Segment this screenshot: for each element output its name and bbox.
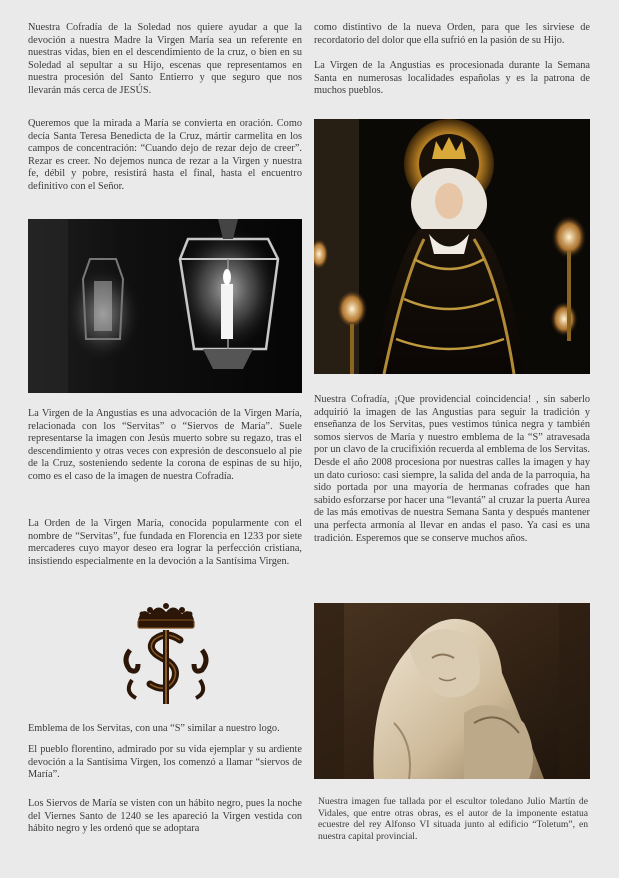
left-paragraph-4: La Orden de la Virgen María, conocida popularmente con el nombre de “Servitas”, fue fundada en Florencia en 1233 por siete mercaderes cuyo mayor deseo era lograr la perfección cristiana, insistiendo especialmente en la devoción a la Santísima Virgen. — [28, 518, 302, 567]
left-paragraph-5: El pueblo florentino, admirado por su vida ejemplar y su ardiente devoción a la Santísima Virgen, los comenzó a llamar “siervos de María”. — [28, 744, 302, 781]
left-paragraph-2: Queremos que la mirada a María se convierta en oración. Como decía Santa Teresa Benedicta de la Cruz, mártir carmelita en los campos de concentración: “Cuando dejo de rezar dejo de creer”. Rezar es creer. No dejemos nunca de rezar a la Virgen y nuestra fe, débil y pobre, resistirá hasta el final, hasta el encuentro definitivo con el Señor. — [28, 118, 302, 192]
virgin-angustias-illustration — [314, 119, 590, 374]
right-paragraph-3: Nuestra Cofradía, ¡Que providencial coincidencia! , sin saberlo adquirió la imagen de las Angustias para seguir la tradición y enseñanza de los Servitas, pues vestimos túnica negra y también somos siervos de María y nuestro emblema de la “S” atravesada por un clavo de la crucifixión recuerda al emblema de los Servitas. Desde el año 2008 procesiona por nuestras calles la imagen y hay un dato curioso: casi siempre, la salida del anda de la parroquia, ha sido portada por una mayoría de hermanas cofrades que han sabido esforzarse por hacer una “levantá” al cruzar la puerta Aurea de las más emotivas de nuestra Semana Santa y después mantener una perfecta armonía al llevar en andas el paso. Ya casi es una tradición. Esperemos que se conserve muchos años. — [314, 394, 590, 544]
left-paragraph-6: Los Siervos de María se visten con un hábito negro, pues la noche del Viernes Santo de 1240 se les apareció la Virgen vestida con hábito negro y les ordenó que se adoptara — [28, 798, 302, 835]
lanterns-illustration — [28, 219, 302, 393]
sculpture-caption: Nuestra imagen fue tallada por el escultor toledano Julio Martín de Vidales, que entre otras obras, es el autor de la imponente estatua ecuestre del rey Alfonso VI situada junto al edificio “Toletum”, en nuestra capital provincial. — [318, 796, 588, 842]
servitas-emblem — [118, 600, 214, 708]
lanterns-photo — [28, 219, 302, 393]
emblem-caption: Emblema de los Servitas, con una “S” similar a nuestro logo. — [28, 723, 280, 734]
right-paragraph-2: La Virgen de la Angustias es procesionada durante la Semana Santa en numerosas localidades españolas y es la patrona de muchos pueblos. — [314, 60, 590, 97]
left-paragraph-1: Nuestra Cofradía de la Soledad nos quiere ayudar a que la devoción a nuestra Madre la Virgen María sea un referente en nuestras vidas, bien en el descendimiento de la cruz, o bien en su Soledad al sepultar a su Hijo, escenas que representamos en nuestra procesión del Santo Entierro y que seguro que nos llevarán más cerca de JESÚS. — [28, 22, 302, 96]
sculpture-photo — [314, 603, 590, 779]
left-paragraph-3: La Virgen de la Angustias es una advocación de la Virgen María, relacionada con los “Servitas” o “Siervos de María”. Suele representarse la imagen con Jesús muerto sobre su regazo, tras el descendimiento y otras veces con expresión de desconsuelo al pie de la Cruz, sosteniendo sedente la corona de espinas de su hijo, como es el caso de la imagen de nuestra Cofradía. — [28, 408, 302, 482]
servitas-emblem-icon — [118, 600, 214, 708]
right-paragraph-1: como distintivo de la nueva Orden, para que les sirviese de recordatorio del dolor que ella sufrió en la pasión de su Hijo. — [314, 22, 590, 46]
sculpture-illustration — [314, 603, 590, 779]
virgin-angustias-photo — [314, 119, 590, 374]
